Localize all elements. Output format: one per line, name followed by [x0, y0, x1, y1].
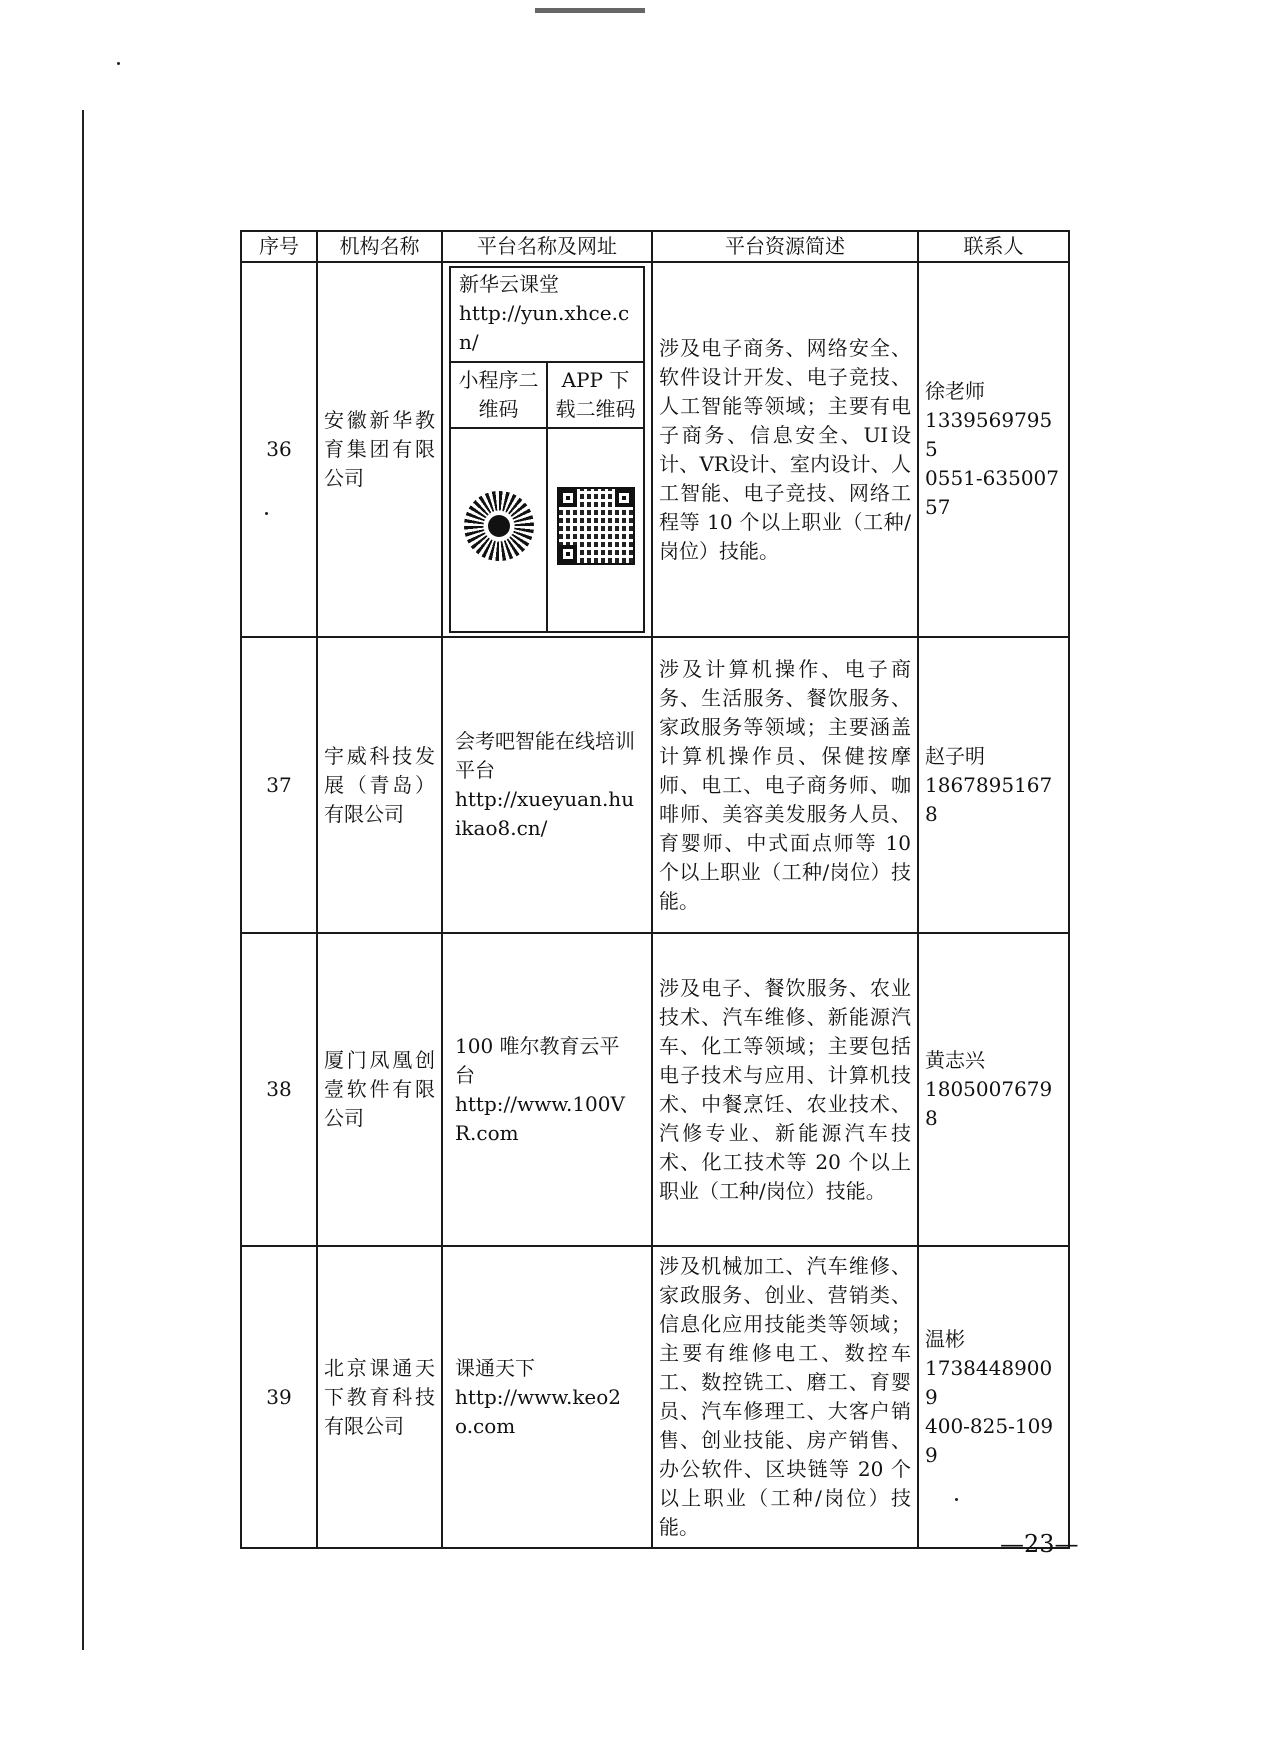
header-org: 机构名称 [317, 231, 442, 262]
platform-name: 会考吧智能在线培训平台 [455, 729, 635, 782]
row-seq: 36 [241, 262, 317, 637]
platform-name: 课通天下 [455, 1355, 535, 1380]
miniprogram-code-icon [464, 491, 534, 561]
platform-name: 新华云课堂 [459, 272, 559, 296]
scan-speck [117, 62, 120, 65]
row-contact [918, 262, 1069, 637]
scan-artifact-top [535, 8, 645, 13]
row-seq: 38 [241, 933, 317, 1246]
row-desc: 涉及计算机操作、电子商务、生活服务、餐饮服务、家政服务等领域；主要涵盖计算机操作员、保健按摩师、电工、电子商务师、咖啡师、美容美发服务人员、育婴师、中式面点师等 10 个以上职业（工种/岗位）技能。 [652, 637, 918, 933]
platform-url[interactable]: http://xueyuan.huikao8.cn/ [455, 787, 635, 840]
row-contact [918, 1246, 1069, 1548]
row-platform [442, 933, 652, 1246]
platform-url[interactable]: http://www.100VR.com [455, 1091, 625, 1145]
row-contact [918, 637, 1069, 933]
row-platform [442, 1246, 652, 1548]
contact-name: 温彬 [925, 1326, 965, 1351]
table-row [241, 262, 1069, 637]
row-org: 安徽新华教育集团有限公司 [317, 262, 442, 637]
contact-phone: 400-825-1099 [925, 1413, 1054, 1467]
header-contact: 联系人 [918, 231, 1069, 262]
header-platform: 平台名称及网址 [442, 231, 652, 262]
binding-line [82, 110, 84, 1650]
contact-name: 赵子明 [925, 743, 985, 768]
platform-url[interactable]: http://www.keo2o.com [455, 1384, 622, 1438]
row-seq: 39 [241, 1246, 317, 1548]
contact-phone: 18678951678 [925, 772, 1053, 826]
contact-name: 徐老师 [925, 379, 985, 403]
training-platform-table [240, 230, 1070, 1549]
app-qr-code [547, 428, 644, 632]
row-org: 北京课通天下教育科技有限公司 [317, 1246, 442, 1548]
row-org: 宇威科技发展（青岛）有限公司 [317, 637, 442, 933]
contact-phone: 13395697955 [925, 408, 1053, 461]
platform-url[interactable]: http://yun.xhce.cn/ [459, 301, 630, 354]
row-platform [442, 637, 652, 933]
qr-code-icon [559, 489, 633, 563]
contact-name: 黄志兴 [925, 1048, 985, 1072]
qr-label-app: APP 下载二维码 [547, 362, 644, 428]
platform-qr-table [449, 266, 645, 633]
row-desc: 涉及电子、餐饮服务、农业技术、汽车维修、新能源汽车、化工等领域；主要包括电子技术与应用、计算机技术、中餐烹饪、农业技术、汽修专业、新能源汽车技术、化工技术等 20 个以上职业（工种/岗位）技能。 [652, 933, 918, 1246]
page-number: —23— [1000, 1530, 1079, 1558]
contact-phone: 0551-63500757 [925, 466, 1060, 519]
header-seq: 序号 [241, 231, 317, 262]
table-row [241, 1246, 1069, 1548]
contact-phone: 18050076798 [925, 1077, 1053, 1130]
row-contact [918, 933, 1069, 1246]
row-desc: 涉及机械加工、汽车维修、家政服务、创业、营销类、信息化应用技能类等领域；主要有维修电工、数控车工、数控铣工、磨工、育婴员、汽车修理工、大客户销售、创业技能、房产销售、办公软件、区块链等 20 个以上职业（工种/岗位）技能。 [652, 1246, 918, 1548]
row-platform [442, 262, 652, 637]
row-desc: 涉及电子商务、网络安全、软件设计开发、电子竞技、人工智能等领域；主要有电子商务、信息安全、UI设计、VR设计、室内设计、人工智能、电子竞技、网络工程等 10 个以上职业（工种/岗位）技能。 [652, 262, 918, 637]
qr-label-miniprogram: 小程序二维码 [450, 362, 547, 428]
row-org: 厦门凤凰创壹软件有限公司 [317, 933, 442, 1246]
table-row [241, 637, 1069, 933]
table-header-row [241, 231, 1069, 262]
miniprogram-qr-code [450, 428, 547, 632]
table-row [241, 933, 1069, 1246]
header-desc: 平台资源简述 [652, 231, 918, 262]
platform-title-block [450, 267, 644, 362]
platform-name: 100 唯尔教育云平台 [455, 1033, 620, 1087]
contact-phone: 17384489009 [925, 1355, 1053, 1409]
row-seq: 37 [241, 637, 317, 933]
